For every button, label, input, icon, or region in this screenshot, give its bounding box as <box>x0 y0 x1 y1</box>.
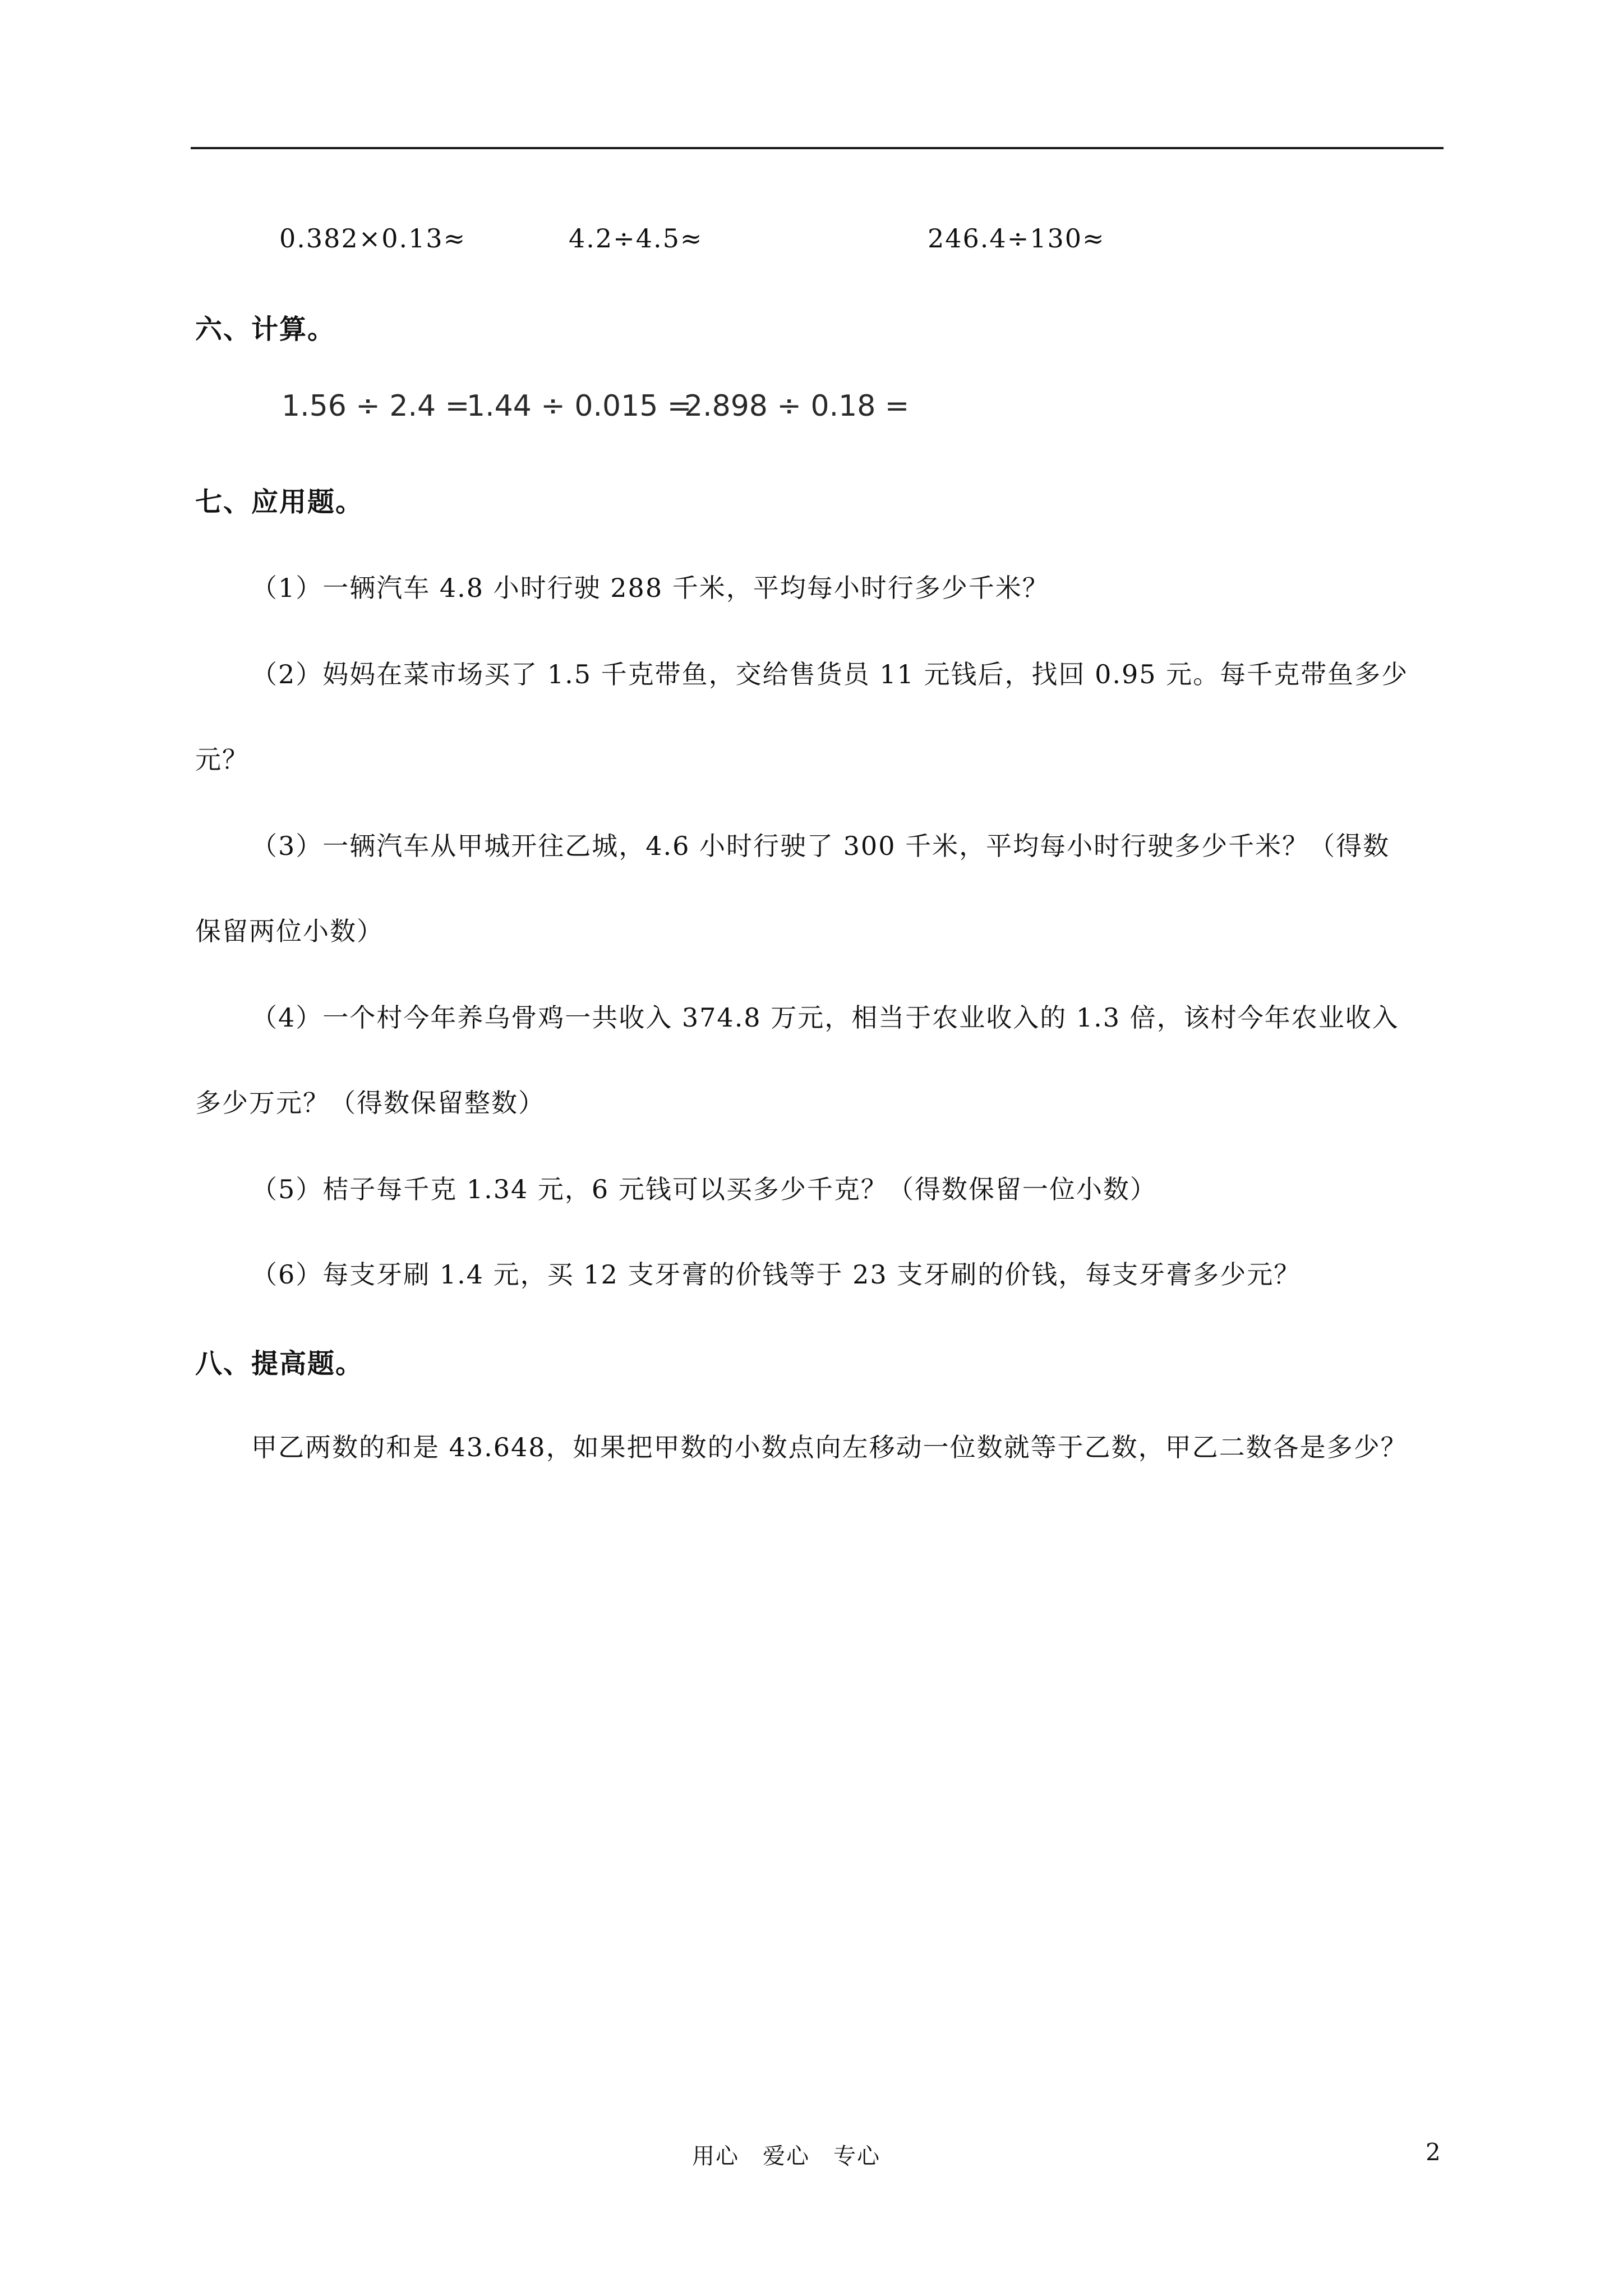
section-6-heading: 六、计算。 <box>195 314 336 345</box>
word-problem-5: （5）桔子每千克 1.34 元，6 元钱可以买多少千克？（得数保留一位小数） <box>251 1174 1157 1204</box>
calc-problem-3: 2.898 ÷ 0.18 = <box>684 389 910 423</box>
word-problem-3-continued: 保留两位小数） <box>195 916 384 946</box>
word-problem-1: （1）一辆汽车 4.8 小时行驶 288 千米，平均每小时行多少千米？ <box>251 573 1049 603</box>
section-8-heading: 八、提高题。 <box>195 1348 364 1379</box>
challenge-problem: 甲乙两数的和是 43.648，如果把甲数的小数点向左移动一位数就等于乙数，甲乙二数各是多少？ <box>251 1432 1408 1462</box>
calc-problem-1: 1.56 ÷ 2.4 = <box>282 389 470 423</box>
word-problem-6: （6）每支牙刷 1.4 元，买 12 支牙膏的价钱等于 23 支牙刷的价钱，每支牙膏多少元？ <box>251 1259 1301 1290</box>
word-problem-4-continued: 多少万元？（得数保留整数） <box>195 1088 545 1118</box>
word-problem-2: （2）妈妈在菜市场买了 1.5 千克带鱼，交给售货员 11 元钱后，找回 0.95 元。每千克带鱼多少 <box>251 659 1409 689</box>
word-problem-4: （4）一个村今年养乌骨鸡一共收入 374.8 万元，相当于农业收入的 1.3 倍，该村今年农业收入 <box>251 1002 1399 1033</box>
approx-problem-2: 4.2÷4.5≈ <box>569 223 703 254</box>
calc-problem-2: 1.44 ÷ 0.015 = <box>467 389 692 423</box>
approx-problem-3: 246.4÷130≈ <box>928 223 1105 254</box>
word-problem-2-continued: 元？ <box>195 744 249 775</box>
section-7-heading: 七、应用题。 <box>195 486 364 518</box>
header-rule <box>191 147 1444 149</box>
word-problem-3: （3）一辆汽车从甲城开往乙城，4.6 小时行驶了 300 千米，平均每小时行驶多少千米？（得数 <box>251 831 1390 861</box>
approx-problem-1: 0.382×0.13≈ <box>279 223 467 254</box>
page-number: 2 <box>1426 2138 1441 2166</box>
footer-motto: 用心 爱心 专心 <box>692 2143 880 2169</box>
